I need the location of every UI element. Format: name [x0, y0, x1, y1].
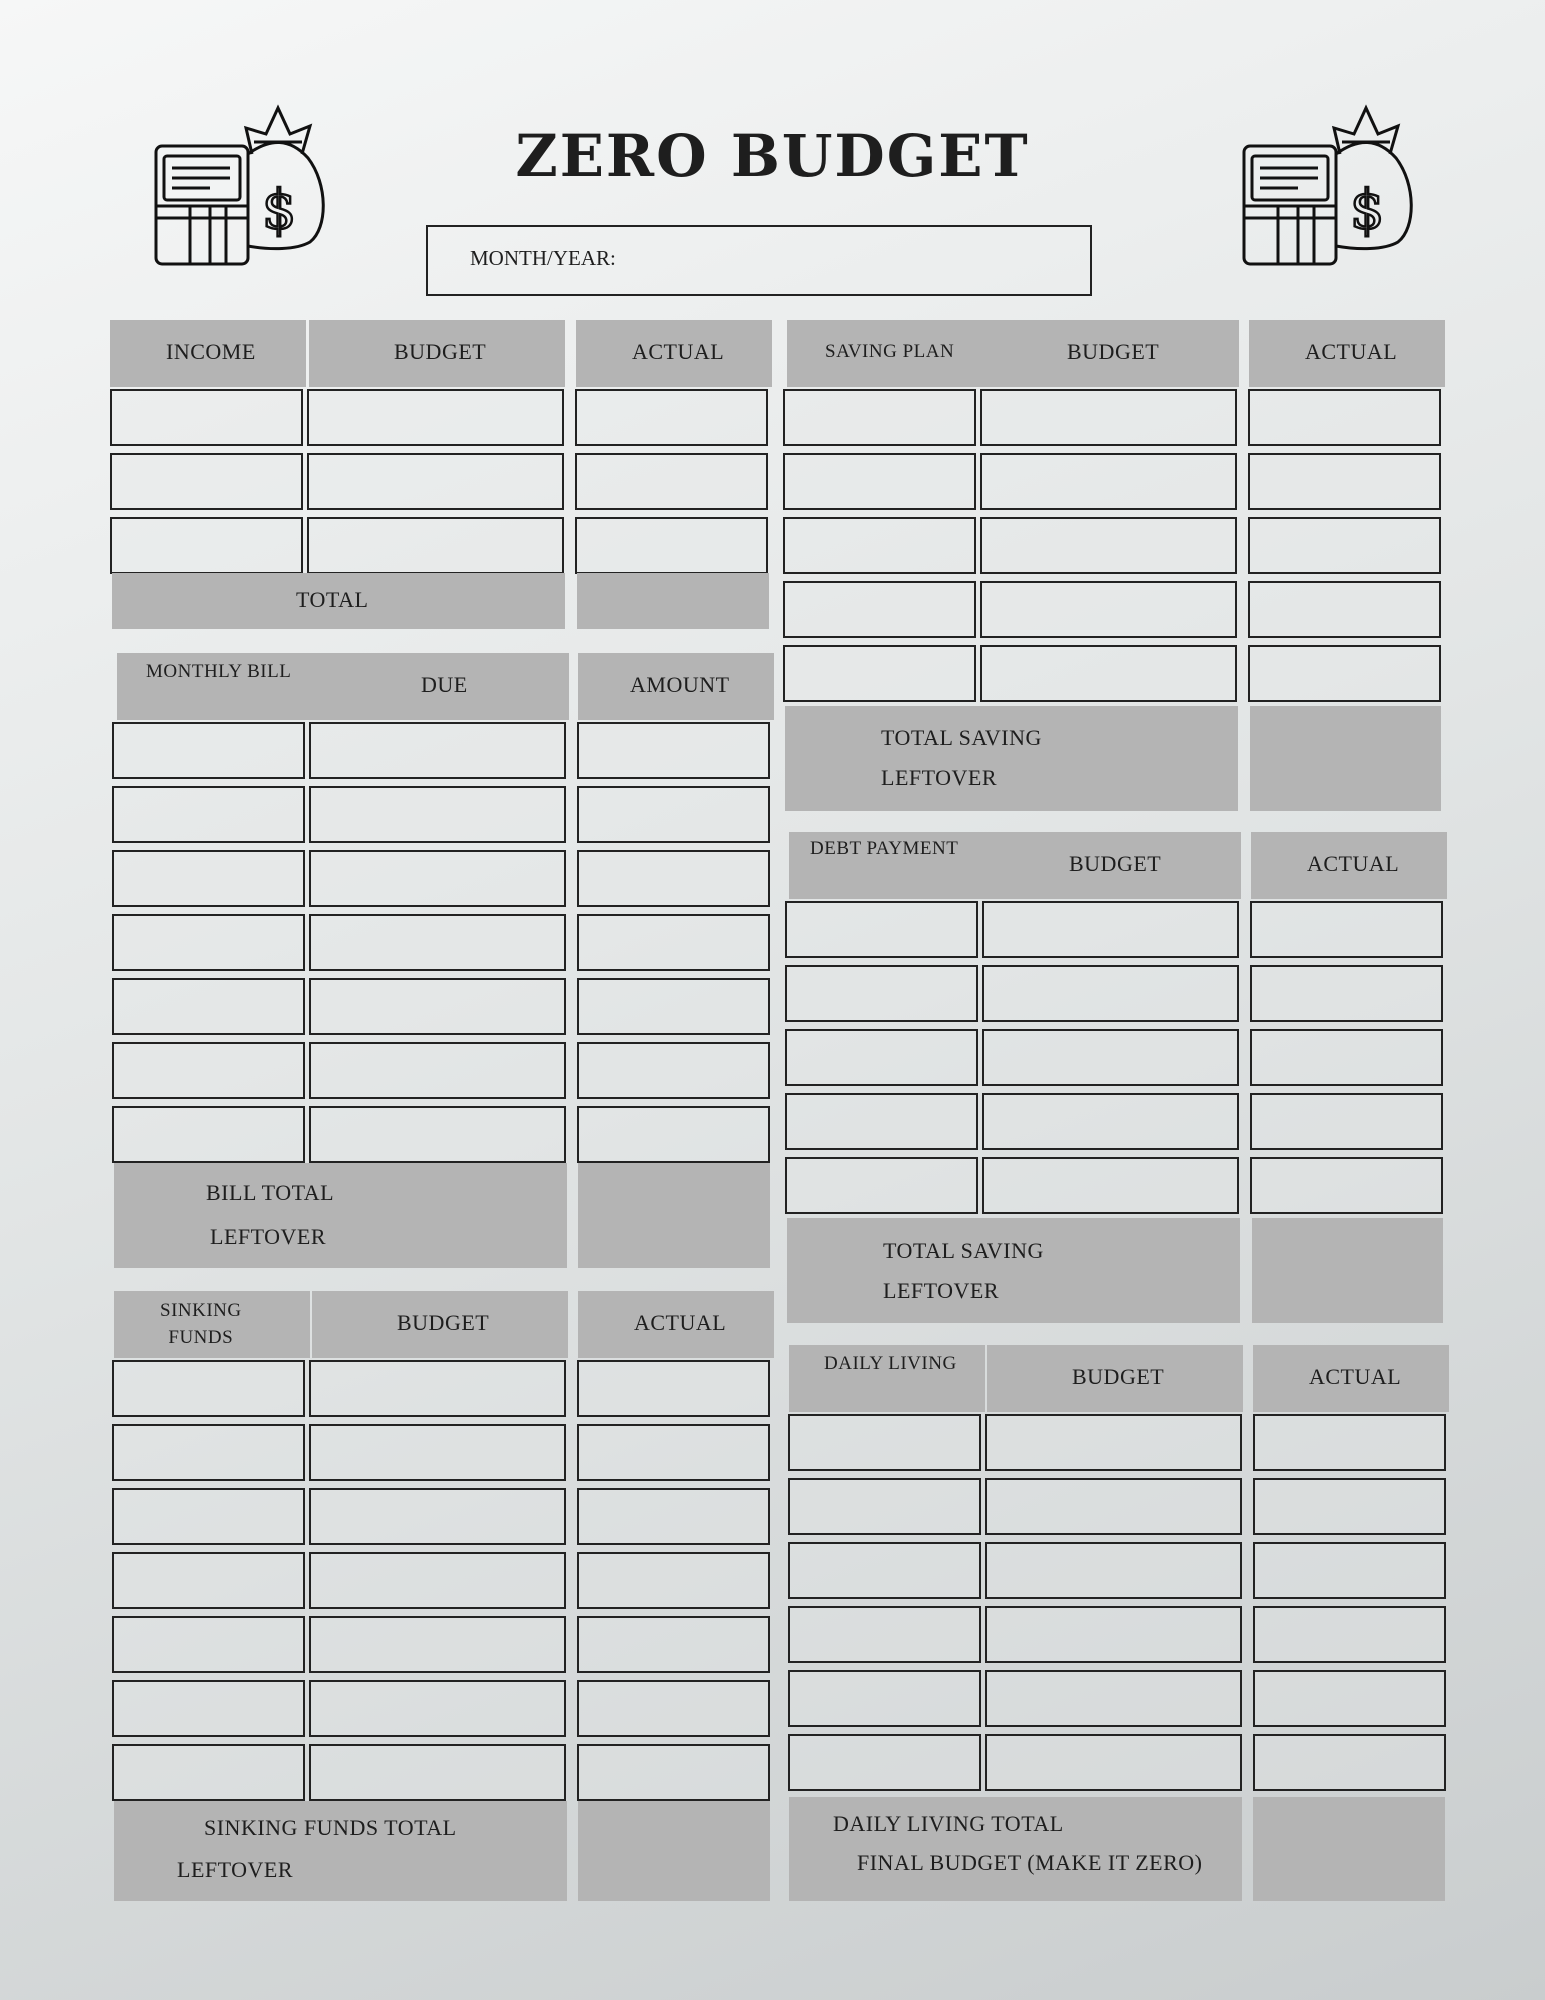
income-cell[interactable] — [307, 453, 564, 510]
daily-actual-col-label: ACTUAL — [1309, 1364, 1402, 1389]
saving-cell[interactable] — [980, 517, 1237, 574]
income-cell[interactable] — [307, 389, 564, 446]
saving-cell[interactable] — [783, 517, 976, 574]
bill-total-row — [114, 1163, 567, 1268]
saving-cell[interactable] — [1248, 581, 1441, 638]
page-title: ZERO BUDGET — [515, 122, 1030, 190]
bill-total-label: BILL TOTAL — [206, 1180, 335, 1205]
daily-cell[interactable] — [1253, 1670, 1446, 1727]
sinking-cell[interactable] — [112, 1360, 305, 1417]
bill-cell[interactable] — [112, 850, 305, 907]
daily-total-label: DAILY LIVING TOTAL — [833, 1811, 1064, 1836]
debt-cell[interactable] — [982, 901, 1239, 958]
saving-cell[interactable] — [980, 389, 1237, 446]
saving-total-amount[interactable] — [1250, 706, 1441, 811]
income-cell[interactable] — [110, 453, 303, 510]
sinking-cell[interactable] — [577, 1360, 770, 1417]
daily-cell[interactable] — [985, 1478, 1242, 1535]
sinking-actual-col-label: ACTUAL — [634, 1310, 727, 1335]
saving-total-row — [785, 706, 1238, 811]
bill-cell[interactable] — [309, 1042, 566, 1099]
saving-cell[interactable] — [783, 581, 976, 638]
daily-cell[interactable] — [985, 1542, 1242, 1599]
bill-cell[interactable] — [577, 1106, 770, 1163]
bill-cell[interactable] — [309, 914, 566, 971]
bill-col-label: MONTHLY BILL — [146, 661, 292, 682]
daily-cell[interactable] — [985, 1670, 1242, 1727]
daily-cell[interactable] — [1253, 1734, 1446, 1791]
debt-actual-col-label: ACTUAL — [1307, 851, 1400, 876]
debt-cell[interactable] — [982, 1157, 1239, 1214]
bill-total-amount[interactable] — [578, 1163, 770, 1268]
debt-cell[interactable] — [785, 1093, 978, 1150]
saving-cell[interactable] — [1248, 517, 1441, 574]
saving-cell[interactable] — [980, 645, 1237, 702]
saving-col-label: SAVING PLAN — [825, 341, 955, 362]
saving-leftover-label: LEFTOVER — [881, 765, 998, 790]
debt-col-label: DEBT PAYMENT — [810, 838, 959, 859]
daily-cell[interactable] — [1253, 1414, 1446, 1471]
income-actual-col-label: ACTUAL — [632, 339, 725, 364]
debt-total-amount[interactable] — [1252, 1218, 1443, 1323]
sinking-total-amount[interactable] — [578, 1801, 770, 1901]
sinking-cell[interactable] — [112, 1424, 305, 1481]
sinking-cell[interactable] — [309, 1424, 566, 1481]
debt-total-label: TOTAL SAVING — [883, 1238, 1044, 1263]
debt-cell[interactable] — [982, 965, 1239, 1022]
sinking-cell[interactable] — [577, 1488, 770, 1545]
bill-cell[interactable] — [577, 786, 770, 843]
income-budget-col-label: BUDGET — [394, 339, 487, 364]
sinking-cell[interactable] — [309, 1680, 566, 1737]
bill-cell[interactable] — [112, 914, 305, 971]
svg-text:$: $ — [262, 178, 297, 241]
daily-cell[interactable] — [985, 1606, 1242, 1663]
month-year-field[interactable] — [426, 225, 1092, 296]
sinking-budget-col-label: BUDGET — [397, 1310, 490, 1335]
final-budget-label: FINAL BUDGET (MAKE IT ZERO) — [857, 1850, 1203, 1875]
daily-cell[interactable] — [1253, 1478, 1446, 1535]
saving-cell[interactable] — [783, 389, 976, 446]
sinking-leftover-label: LEFTOVER — [177, 1857, 294, 1882]
income-cell[interactable] — [110, 389, 303, 446]
daily-cell[interactable] — [1253, 1606, 1446, 1663]
saving-cell[interactable] — [1248, 389, 1441, 446]
bill-cell[interactable] — [112, 978, 305, 1035]
bill-cell[interactable] — [309, 722, 566, 779]
income-cell[interactable] — [110, 517, 303, 574]
sinking-cell[interactable] — [309, 1744, 566, 1801]
sinking-cell[interactable] — [309, 1360, 566, 1417]
bill-cell[interactable] — [577, 914, 770, 971]
debt-leftover-label: LEFTOVER — [883, 1278, 1000, 1303]
debt-cell[interactable] — [982, 1093, 1239, 1150]
debt-cell[interactable] — [1250, 1029, 1443, 1086]
saving-budget-col-label: BUDGET — [1067, 339, 1160, 364]
daily-cell[interactable] — [788, 1670, 981, 1727]
debt-cell[interactable] — [785, 1157, 978, 1214]
sinking-cell[interactable] — [577, 1744, 770, 1801]
sinking-total-label: SINKING FUNDS TOTAL — [204, 1815, 457, 1840]
debt-budget-col-label: BUDGET — [1069, 851, 1162, 876]
bill-cell[interactable] — [112, 1106, 305, 1163]
income-total-label: TOTAL — [296, 587, 369, 612]
sinking-cell[interactable] — [309, 1488, 566, 1545]
bill-cell[interactable] — [577, 1042, 770, 1099]
daily-budget-col-label: BUDGET — [1072, 1364, 1165, 1389]
bill-cell[interactable] — [112, 1042, 305, 1099]
sinking-cell[interactable] — [112, 1680, 305, 1737]
income-cell[interactable] — [575, 389, 768, 446]
bill-cell[interactable] — [577, 722, 770, 779]
sinking-cell[interactable] — [112, 1488, 305, 1545]
sinking-cell[interactable] — [577, 1680, 770, 1737]
daily-cell[interactable] — [788, 1734, 981, 1791]
bill-leftover-label: LEFTOVER — [210, 1224, 327, 1249]
daily-cell[interactable] — [788, 1606, 981, 1663]
debt-cell[interactable] — [1250, 1157, 1443, 1214]
daily-cell[interactable] — [788, 1478, 981, 1535]
daily-cell[interactable] — [788, 1542, 981, 1599]
bill-cell[interactable] — [309, 786, 566, 843]
daily-cell[interactable] — [1253, 1542, 1446, 1599]
daily-cell[interactable] — [985, 1414, 1242, 1471]
income-cell[interactable] — [307, 517, 564, 574]
debt-cell[interactable] — [982, 1029, 1239, 1086]
saving-cell[interactable] — [980, 581, 1237, 638]
saving-total-label: TOTAL SAVING — [881, 725, 1042, 750]
sinking-cell[interactable] — [112, 1552, 305, 1609]
bill-cell[interactable] — [309, 850, 566, 907]
saving-cell[interactable] — [783, 453, 976, 510]
income-cell[interactable] — [575, 517, 768, 574]
daily-col-label: DAILY LIVING — [824, 1353, 957, 1374]
debt-cell[interactable] — [1250, 901, 1443, 958]
bill-due-col-label: DUE — [421, 672, 468, 697]
debt-total-row — [787, 1218, 1240, 1323]
saving-cell[interactable] — [1248, 645, 1441, 702]
debt-cell[interactable] — [1250, 1093, 1443, 1150]
bill-cell[interactable] — [309, 978, 566, 1035]
daily-cell[interactable] — [788, 1414, 981, 1471]
bill-cell[interactable] — [577, 978, 770, 1035]
bill-amount-col-label: AMOUNT — [630, 672, 730, 697]
debt-cell[interactable] — [785, 901, 978, 958]
bill-cell[interactable] — [577, 850, 770, 907]
bill-cell[interactable] — [112, 786, 305, 843]
sinking-cell[interactable] — [577, 1552, 770, 1609]
saving-cell[interactable] — [783, 645, 976, 702]
saving-cell[interactable] — [1248, 453, 1441, 510]
sinking-cell[interactable] — [112, 1744, 305, 1801]
debt-cell[interactable] — [1250, 965, 1443, 1022]
month-year-label: MONTH/YEAR: — [470, 246, 616, 270]
svg-text:$: $ — [1350, 178, 1385, 241]
saving-cell[interactable] — [980, 453, 1237, 510]
sinking-cell[interactable] — [577, 1424, 770, 1481]
sinking-cell[interactable] — [309, 1616, 566, 1673]
income-total-amount[interactable] — [577, 573, 769, 629]
income-col-label: INCOME — [166, 339, 256, 364]
saving-actual-col-label: ACTUAL — [1305, 339, 1398, 364]
income-cell[interactable] — [575, 453, 768, 510]
sinking-col-label: SINKING FUNDS — [160, 1300, 242, 1348]
debt-cell[interactable] — [785, 1029, 978, 1086]
sinking-cell[interactable] — [309, 1552, 566, 1609]
bill-cell[interactable] — [112, 722, 305, 779]
bill-cell[interactable] — [309, 1106, 566, 1163]
debt-cell[interactable] — [785, 965, 978, 1022]
daily-cell[interactable] — [985, 1734, 1242, 1791]
sinking-cell[interactable] — [112, 1616, 305, 1673]
sinking-cell[interactable] — [577, 1616, 770, 1673]
daily-total-amount[interactable] — [1253, 1797, 1445, 1901]
